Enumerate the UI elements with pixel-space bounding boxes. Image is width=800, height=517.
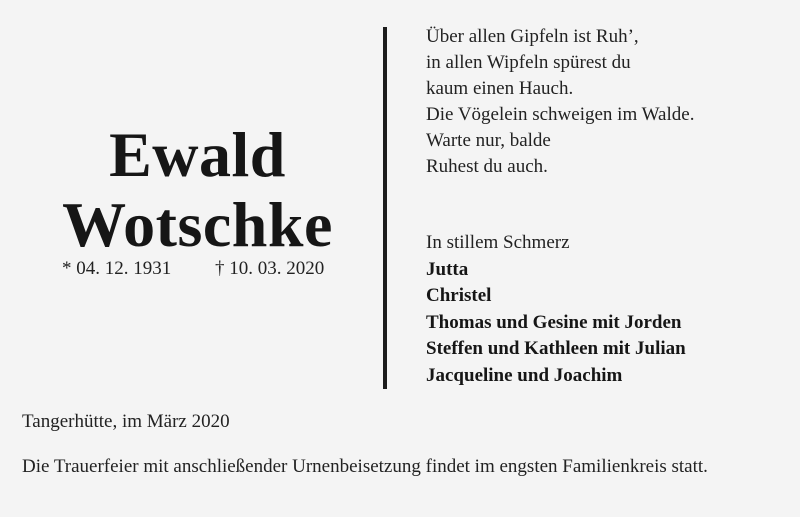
mourner-name: Jacqueline und Joachim xyxy=(426,364,623,386)
life-dates xyxy=(62,258,325,280)
place-and-date: Tangerhütte, im März 2020 xyxy=(22,411,230,432)
last-name: Wotschke xyxy=(62,189,333,260)
poem-line: Ruhest du auch. xyxy=(426,156,548,177)
ceremony-note: Die Trauerfeier mit anschließender Urnenbeisetzung findet im engsten Familienkreis statt. xyxy=(22,456,708,477)
poem-line: Warte nur, balde xyxy=(426,130,551,151)
mourner-name: Christel xyxy=(426,285,492,306)
death-date: † 10. 03. 2020 xyxy=(215,258,325,279)
mourners-intro: In stillem Schmerz xyxy=(426,232,570,253)
vertical-divider xyxy=(383,27,387,389)
poem-line: in allen Wipfeln spürest du xyxy=(426,52,631,73)
first-name: Ewald xyxy=(109,119,286,190)
deceased-name xyxy=(20,120,375,260)
poem-line: Über allen Gipfeln ist Ruh’, xyxy=(426,26,639,47)
poem-line: kaum einen Hauch. xyxy=(426,78,574,99)
poem-line: Die Vögelein schweigen im Walde. xyxy=(426,104,695,125)
poem xyxy=(426,24,694,180)
mourners-list xyxy=(426,230,686,389)
mourner-name: Jutta xyxy=(426,258,469,280)
mourner-name: Thomas und Gesine mit Jorden xyxy=(426,311,682,333)
mourner-name: Steffen und Kathleen mit Julian xyxy=(426,338,686,359)
birth-date: * 04. 12. 1931 xyxy=(62,258,172,279)
